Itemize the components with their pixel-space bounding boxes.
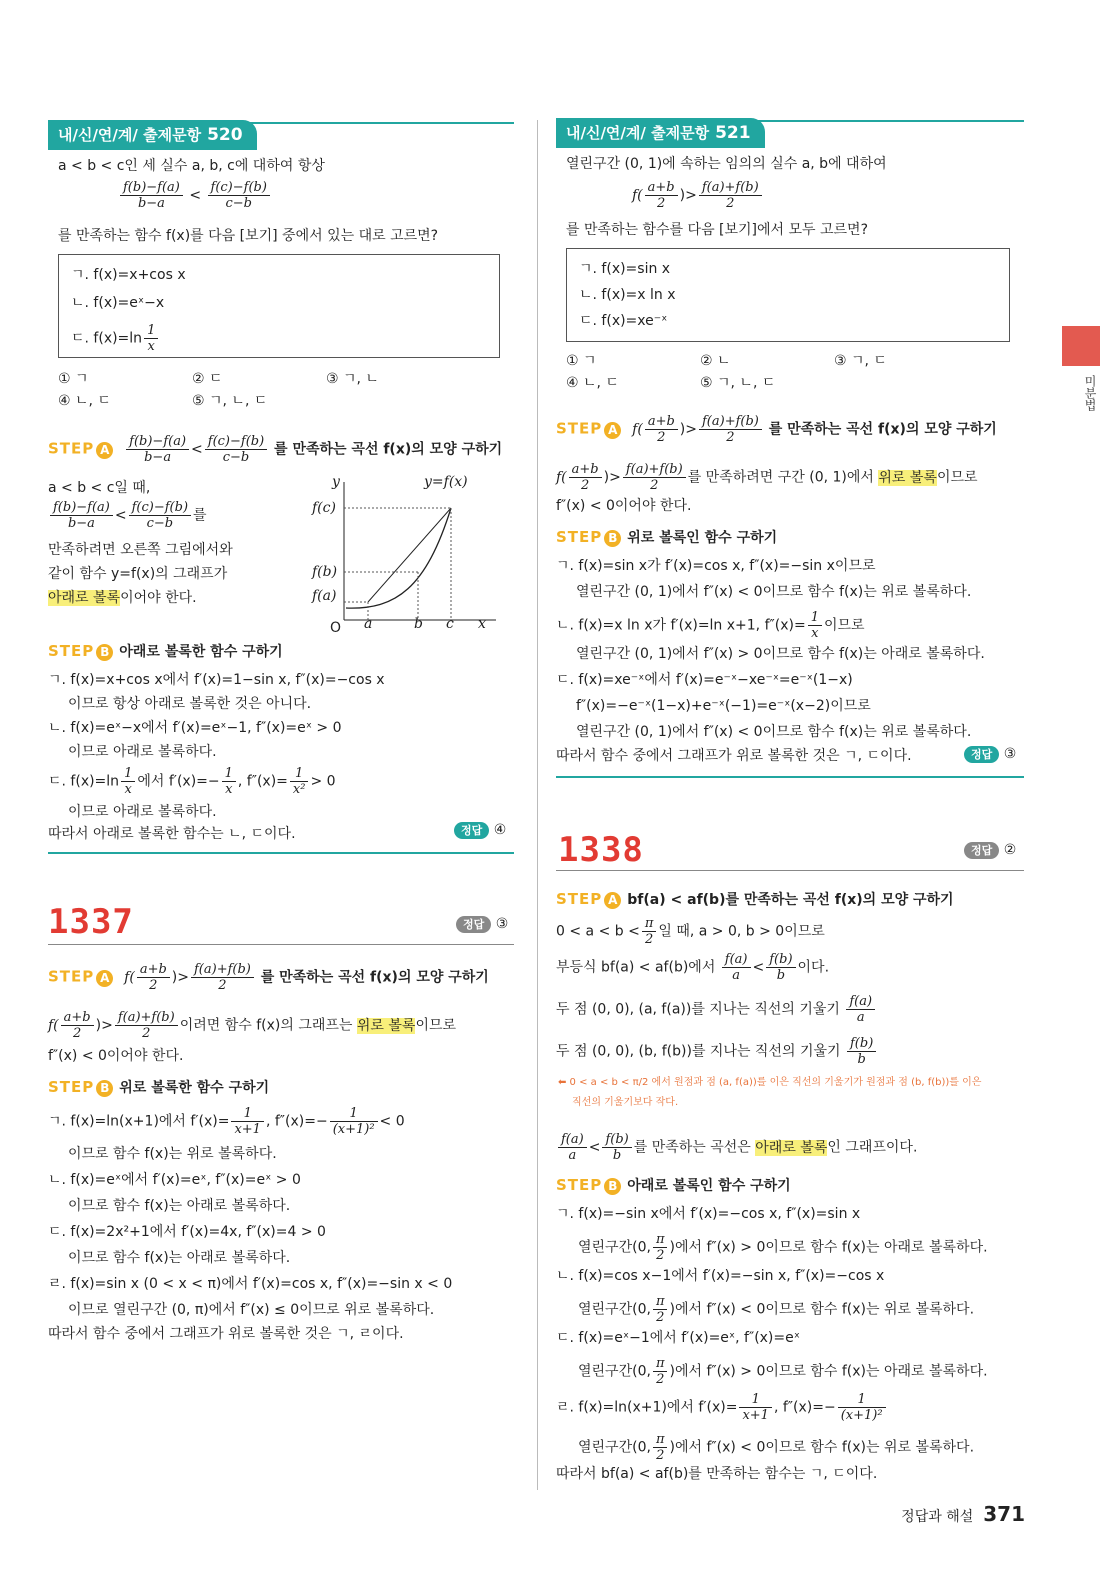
graph-fb-label: f(b)	[312, 564, 338, 580]
step-letter: B	[604, 1178, 621, 1195]
graph-b-label: b	[414, 616, 423, 632]
numerator: f(b)−f(a)	[50, 500, 113, 516]
answer-pill: 정답	[456, 916, 491, 933]
denominator: 2	[726, 430, 735, 445]
p1338-stepA	[556, 888, 954, 911]
q521-example-box	[566, 248, 1010, 342]
choice-3[interactable]: ③ ㄱ, ㄴ	[326, 371, 379, 387]
choice-1[interactable]: ① ㄱ	[58, 371, 89, 387]
text: 이어야 한다.	[120, 590, 197, 606]
numerator: π	[642, 916, 657, 932]
text: > 0	[310, 773, 336, 790]
step-title: 를 만족하는 곡선 f(x)의 모양 구하기	[768, 421, 997, 438]
denominator: b	[776, 968, 786, 983]
text: 열린구간	[578, 1301, 633, 1318]
text: 두 점 (0, 0), (b, f(b))를 지나는 직선의 기울기	[556, 1043, 841, 1060]
p1338-r2	[578, 1232, 988, 1263]
text: 열린구간	[578, 1363, 633, 1380]
denominator: x	[124, 782, 132, 797]
p1338-r3: ㄴ. f(x)=cos x−1에서 f′(x)=−sin x, f″(x)=−cos x	[556, 1268, 885, 1284]
p1338-l5	[556, 1132, 917, 1163]
sol520-p4: 같이 함수 y=f(x)의 그래프가	[48, 566, 228, 582]
denominator: c−b	[222, 450, 250, 465]
numerator: f(b)−f(a)	[120, 180, 183, 196]
p1338-note-line2: 직선의 기울기보다 작다.	[572, 1097, 679, 1108]
step-letter: A	[96, 442, 113, 459]
denominator: 2	[726, 196, 735, 211]
sol520-b2: 이므로 항상 아래로 볼록한 것은 아니다.	[68, 696, 312, 712]
sol521-l2: f″(x) < 0이어야 한다.	[556, 498, 692, 514]
numerator: f(a)+f(b)	[623, 462, 686, 478]
numerator: a+b	[569, 462, 602, 478]
sol520-b7: 따라서 아래로 볼록한 함수는 ㄴ, ㄷ이다.	[48, 826, 296, 842]
header-number: 521	[715, 123, 751, 143]
choice-2[interactable]: ② ㄷ	[192, 371, 223, 387]
problem-rule	[556, 870, 1024, 871]
q520-header	[48, 120, 257, 150]
chapter-tab-label: 미분법	[1083, 375, 1097, 411]
sol521-answer	[964, 746, 1016, 763]
operator: <	[114, 507, 127, 524]
text: 두 점 (0, 0), (a, f(a))를 지나는 직선의 기울기	[556, 1001, 840, 1018]
header-rule	[556, 120, 1024, 122]
p1337-r4: 이므로 함수 f(x)는 아래로 볼록하다.	[68, 1198, 291, 1214]
denominator: 2	[656, 1448, 665, 1463]
sol521-r2: 열린구간 (0, 1)에서 f″(x) < 0이므로 함수 f(x)는 위로 볼록하다.	[576, 584, 972, 600]
numerator: f(c)−f(b)	[205, 434, 267, 450]
text: 부등식 bf(a) < af(b)에서	[556, 959, 716, 976]
numerator: f(a)+f(b)	[191, 962, 254, 978]
text: 이다.	[797, 959, 830, 976]
numerator: 1	[330, 1106, 378, 1122]
p1337-l1	[48, 1010, 456, 1041]
denominator: (x+1)²	[332, 1122, 375, 1137]
denominator: c−b	[225, 196, 252, 211]
p1337-r6: 이므로 함수 f(x)는 아래로 볼록하다.	[68, 1250, 291, 1266]
numerator: 1	[222, 766, 236, 782]
p1338-r9: 따라서 bf(a) < af(b)를 만족하는 함수는 ㄱ, ㄷ이다.	[556, 1466, 878, 1482]
text: f(	[48, 1017, 59, 1034]
step-label: STEP	[48, 642, 95, 660]
choice-1[interactable]: ① ㄱ	[566, 353, 597, 369]
sol521-r6: f″(x)=−e⁻ˣ(1−x)+e⁻ˣ(−1)=e⁻ˣ(x−2)이므로	[576, 698, 871, 714]
p1338-l4	[556, 1036, 878, 1067]
text: , f″(x)=	[237, 773, 288, 790]
text: f(	[556, 469, 567, 486]
text: 이므로	[936, 469, 978, 486]
text: , f″(x)=−	[265, 1113, 328, 1130]
denominator: b−a	[67, 516, 95, 531]
step-label: STEP	[556, 1176, 603, 1194]
numerator: f(a)+f(b)	[699, 414, 762, 430]
step-label: STEP	[556, 890, 603, 908]
step-label: STEP	[48, 967, 95, 986]
numerator: f(a)	[722, 952, 751, 968]
numerator: a+b	[137, 962, 170, 978]
step-label: STEP	[48, 1078, 95, 1096]
text: < 0	[379, 1113, 405, 1130]
text: )	[669, 1239, 675, 1256]
denominator: 2	[657, 430, 666, 445]
operator: >	[685, 421, 697, 438]
graph-curve-label: y=f(x)	[424, 474, 468, 490]
text: )	[669, 1301, 675, 1318]
numerator: f(c)−f(b)	[208, 180, 270, 196]
q521-header	[556, 118, 765, 148]
text: (0,	[632, 1363, 651, 1380]
numerator: 1	[121, 766, 135, 782]
numerator: π	[653, 1432, 668, 1448]
text: 를	[193, 507, 207, 524]
denominator: (x+1)²	[840, 1408, 883, 1423]
graph-origin-label: O	[330, 620, 342, 636]
p1338-l2	[556, 952, 829, 983]
example-item: ㄷ. f(x)=xe⁻ˣ	[579, 313, 668, 329]
text: )	[603, 469, 610, 486]
text: f(	[124, 969, 135, 986]
numerator: f(c)−f(b)	[129, 500, 191, 516]
step-title: 를 만족하는 곡선 f(x)의 모양 구하기	[260, 969, 489, 986]
denominator: a	[568, 1148, 577, 1163]
sol520-p2	[48, 500, 207, 531]
denominator: 2	[142, 1026, 151, 1041]
denominator: 2	[656, 1310, 665, 1325]
sol520-p1: a < b < c일 때,	[48, 480, 151, 496]
denominator: x+1	[742, 1408, 769, 1423]
text: f(	[632, 187, 643, 204]
denominator: c−b	[146, 516, 174, 531]
graph-fa-label: f(a)	[312, 588, 337, 604]
numerator: f(b)−f(a)	[126, 434, 189, 450]
denominator: 2	[149, 978, 158, 993]
p1338-r5: ㄷ. f(x)=eˣ−1에서 f′(x)=eˣ, f″(x)=eˣ	[556, 1330, 800, 1346]
choice-5[interactable]: ⑤ ㄱ, ㄴ, ㄷ	[192, 393, 268, 409]
numerator: 1	[808, 610, 822, 626]
numerator: f(a)+f(b)	[115, 1010, 178, 1026]
text: 에서 f″(x) < 0이므로 함수 f(x)는 위로 볼록하다.	[674, 1301, 975, 1318]
curve	[346, 508, 451, 608]
p1338-note-line1: ⬅ 0 < a < b < π/2 에서 원점과 점 (a, f(a))를 이은 직선의 기울기가 원점과 점 (b, f(b))를 이은	[558, 1077, 982, 1088]
numerator: π	[653, 1294, 668, 1310]
page-footer	[901, 1502, 1025, 1526]
text: (0,	[632, 1301, 651, 1318]
q520-inequality	[118, 180, 272, 211]
q520-line2: 를 만족하는 함수 f(x)를 다음 [보기] 중에서 있는 대로 고르면?	[58, 228, 439, 244]
choice-5[interactable]: ⑤ ㄱ, ㄴ, ㄷ	[700, 375, 776, 391]
text: )	[95, 1017, 102, 1034]
graph-y-label: y	[332, 474, 340, 490]
problem-number-1337: 1337	[48, 902, 134, 942]
example-item: ㄴ. f(x)=eˣ−x	[71, 295, 165, 311]
p1338-answer	[964, 842, 1016, 859]
answer-value: ④	[493, 822, 507, 838]
step-title: 아래로 볼록한 함수 구하기	[119, 644, 283, 660]
text: ㄷ. f(x)=ln	[48, 773, 120, 790]
operator: >	[609, 469, 621, 486]
p1338-l3	[556, 994, 877, 1025]
example-item: ㄴ. f(x)=x ln x	[579, 287, 676, 303]
text: ㄴ. f(x)=x ln x가 f′(x)=ln x+1, f″(x)=	[556, 617, 806, 634]
numerator: f(b)	[602, 1132, 631, 1148]
operator: >	[101, 1017, 113, 1034]
denominator: a	[732, 968, 741, 983]
denominator: x	[225, 782, 233, 797]
p1337-r1	[48, 1106, 405, 1137]
step-letter: B	[96, 644, 113, 661]
text: 이므로	[823, 617, 865, 634]
text: 를 만족하는 곡선은	[633, 1139, 756, 1156]
problem-rule	[48, 944, 514, 945]
q521-line1: 열린구간 (0, 1)에 속하는 임의의 실수 a, b에 대하여	[566, 156, 887, 172]
p1338-r6	[578, 1356, 988, 1387]
numerator: 1	[144, 323, 158, 339]
sol520-b4: 이므로 아래로 볼록하다.	[68, 744, 217, 760]
chapter-tab	[1062, 326, 1100, 366]
text: 일 때, a > 0, b > 0이므로	[658, 923, 825, 940]
q520-line1: a < b < c인 세 실수 a, b, c에 대하여 항상	[58, 158, 325, 174]
text: 이므로	[415, 1017, 457, 1034]
denominator: x	[811, 626, 819, 641]
example-item	[71, 323, 160, 354]
answer-value: ②	[1003, 842, 1017, 858]
sol520-stepB	[48, 640, 283, 663]
step-letter: B	[96, 1080, 113, 1097]
numerator: a+b	[645, 414, 678, 430]
denominator: x	[147, 339, 155, 354]
answer-pill: 정답	[454, 822, 489, 839]
sol521-r4: 열린구간 (0, 1)에서 f″(x) > 0이므로 함수 f(x)는 아래로 볼록하다.	[576, 646, 985, 662]
numerator: π	[653, 1232, 668, 1248]
graph-c-label: c	[446, 616, 454, 632]
column-divider	[537, 120, 538, 1490]
example-item: ㄱ. f(x)=x+cos x	[71, 267, 186, 283]
sol520-b5	[48, 766, 336, 797]
numerator: a+b	[645, 180, 678, 196]
step-letter: A	[604, 422, 621, 439]
sol520-b6: 이므로 아래로 볼록하다.	[68, 804, 217, 820]
p1337-r5: ㄷ. f(x)=2x²+1에서 f′(x)=4x, f″(x)=4 > 0	[48, 1224, 326, 1240]
text: (0,	[632, 1439, 651, 1456]
text: (0,	[632, 1239, 651, 1256]
step-letter: A	[96, 970, 113, 987]
sol520-stepA	[48, 434, 502, 465]
sol521-stepB	[556, 526, 777, 549]
numerator: 1	[838, 1392, 886, 1408]
denominator: 2	[657, 196, 666, 211]
text: )	[679, 187, 686, 204]
p1338-l1	[556, 916, 825, 947]
text: f(	[632, 421, 643, 438]
q520-example-box	[58, 254, 500, 358]
sol521-r7: 열린구간 (0, 1)에서 f″(x) < 0이므로 함수 f(x)는 위로 볼록하다.	[576, 724, 972, 740]
text: 이려면 함수 f(x)의 그래프는	[179, 1017, 357, 1034]
sol521-r5: ㄷ. f(x)=xe⁻ˣ에서 f′(x)=e⁻ˣ−xe⁻ˣ=e⁻ˣ(1−x)	[556, 672, 853, 688]
convex-function-graph	[306, 470, 502, 636]
denominator: b−a	[144, 450, 172, 465]
example-item: ㄱ. f(x)=sin x	[579, 261, 671, 277]
header-prefix: 내/신/연/계/ 출제문항	[566, 124, 710, 142]
section-separator	[48, 852, 514, 854]
text: 에서 f″(x) > 0이므로 함수 f(x)는 아래로 볼록하다.	[674, 1363, 988, 1380]
answer-pill: 정답	[964, 842, 999, 859]
step-label: STEP	[48, 439, 95, 458]
sol521-l1	[556, 462, 978, 493]
sol520-p5	[48, 588, 197, 608]
text: )	[669, 1439, 675, 1456]
denominator: 2	[644, 932, 654, 947]
numerator: 1	[739, 1392, 772, 1408]
header-rule	[48, 122, 514, 124]
sol520-p3: 만족하려면 오른쪽 그림에서와	[48, 542, 233, 558]
operator: <	[588, 1139, 601, 1156]
choice-4[interactable]: ④ ㄴ, ㄷ	[566, 375, 619, 391]
text: ㄹ. f(x)=ln(x+1)에서 f′(x)=	[556, 1399, 738, 1416]
p1338-stepB	[556, 1174, 791, 1197]
sol521-r1: ㄱ. f(x)=sin x가 f′(x)=cos x, f″(x)=−sin x이므로	[556, 558, 876, 574]
p1338-r8	[578, 1432, 974, 1463]
section-separator	[556, 776, 1024, 778]
p1338-r4	[578, 1294, 974, 1325]
denominator: 2	[656, 1248, 665, 1263]
numerator: 1	[231, 1106, 264, 1122]
denominator: a	[856, 1010, 865, 1025]
step-label: STEP	[556, 419, 603, 438]
p1337-r3: ㄴ. f(x)=eˣ에서 f′(x)=eˣ, f″(x)=eˣ > 0	[48, 1172, 301, 1188]
answer-value: ③	[1003, 746, 1017, 762]
sol521-r3	[556, 610, 865, 641]
denominator: 2	[656, 1372, 665, 1387]
graph-a-label: a	[364, 616, 373, 632]
p1337-l2: f″(x) < 0이어야 한다.	[48, 1048, 184, 1064]
numerator: f(a)	[558, 1132, 587, 1148]
text: 0 < a < b <	[556, 923, 640, 940]
numerator: f(b)	[847, 1036, 876, 1052]
answer-pill: 정답	[964, 746, 999, 763]
step-title: 를 만족하는 곡선 f(x)의 모양 구하기	[274, 441, 503, 458]
text: 에서 f′(x)=−	[137, 773, 220, 790]
highlight: 위로 볼록	[356, 1017, 416, 1034]
graph-x-label: x	[478, 616, 486, 632]
q521-inequality	[632, 180, 764, 211]
step-letter: A	[604, 892, 621, 909]
step-title: bf(a) < af(b)를 만족하는 곡선 f(x)의 모양 구하기	[627, 892, 954, 908]
p1338-r7	[556, 1392, 888, 1423]
step-title: 아래로 볼록인 함수 구하기	[627, 1178, 791, 1194]
text: 열린구간	[578, 1439, 633, 1456]
q521-line2: 를 만족하는 함수를 다음 [보기]에서 모두 고르면?	[566, 222, 869, 238]
operator: <	[752, 959, 765, 976]
text: 열린구간	[578, 1239, 633, 1256]
sol520-b1: ㄱ. f(x)=x+cos x에서 f′(x)=1−sin x, f″(x)=−cos x	[48, 672, 385, 688]
step-title: 위로 볼록한 함수 구하기	[119, 1080, 270, 1096]
denominator: b	[612, 1148, 622, 1163]
denominator: b	[857, 1052, 866, 1067]
graph-fc-label: f(c)	[312, 500, 336, 516]
step-title: 위로 볼록인 함수 구하기	[627, 530, 778, 546]
example-item-text: ㄷ. f(x)=ln	[71, 330, 143, 347]
text: 인 그래프이다.	[827, 1139, 918, 1156]
denominator: x+1	[234, 1122, 261, 1137]
numerator: f(a)+f(b)	[699, 180, 762, 196]
text: ㄱ. f(x)=ln(x+1)에서 f′(x)=	[48, 1113, 230, 1130]
text: )	[171, 969, 178, 986]
text: 에서 f″(x) > 0이므로 함수 f(x)는 아래로 볼록하다.	[674, 1239, 988, 1256]
numerator: f(a)	[846, 994, 875, 1010]
operator: <	[189, 187, 202, 204]
step-label: STEP	[556, 528, 603, 546]
choice-4[interactable]: ④ ㄴ, ㄷ	[58, 393, 111, 409]
highlight: 위로 볼록	[878, 469, 937, 486]
page-number: 371	[983, 1502, 1025, 1526]
step-letter: B	[604, 530, 621, 547]
denominator: x²	[292, 782, 306, 797]
denominator: 2	[581, 478, 590, 493]
sol520-answer	[454, 822, 506, 839]
numerator: 1	[290, 766, 309, 782]
operator: >	[177, 969, 189, 986]
p1337-answer	[456, 916, 508, 933]
problem-number-1338: 1338	[558, 830, 644, 870]
p1337-stepA	[48, 962, 489, 993]
p1337-r2: 이므로 함수 f(x)는 위로 볼록하다.	[68, 1146, 277, 1162]
p1337-r9: 따라서 함수 중에서 그래프가 위로 볼록한 것은 ㄱ, ㄹ이다.	[48, 1326, 404, 1342]
footer-label: 정답과 해설	[901, 1509, 974, 1525]
sol520-b3: ㄴ. f(x)=eˣ−x에서 f′(x)=eˣ−1, f″(x)=eˣ > 0	[48, 720, 342, 736]
p1337-stepB	[48, 1076, 269, 1099]
numerator: π	[653, 1356, 668, 1372]
operator: <	[191, 441, 203, 458]
denominator: 2	[650, 478, 659, 493]
text: 에서 f″(x) < 0이므로 함수 f(x)는 위로 볼록하다.	[674, 1439, 975, 1456]
p1338-r1: ㄱ. f(x)=−sin x에서 f′(x)=−cos x, f″(x)=sin x	[556, 1206, 861, 1222]
text: , f″(x)=−	[773, 1399, 836, 1416]
numerator: a+b	[61, 1010, 94, 1026]
denominator: 2	[73, 1026, 82, 1041]
operator: >	[685, 187, 697, 204]
header-prefix: 내/신/연/계/ 출제문항	[58, 126, 202, 144]
numerator: f(b)	[766, 952, 795, 968]
text: )	[669, 1363, 675, 1380]
header-number: 520	[207, 125, 243, 145]
denominator: 2	[218, 978, 227, 993]
denominator: b−a	[137, 196, 165, 211]
choice-2[interactable]: ② ㄴ	[700, 353, 731, 369]
highlight: 아래로 볼록	[755, 1139, 828, 1156]
sol521-r8: 따라서 함수 중에서 그래프가 위로 볼록한 것은 ㄱ, ㄷ이다.	[556, 748, 912, 764]
p1337-r8: 이므로 열린구간 (0, π)에서 f″(x) ≤ 0이므로 위로 볼록하다.	[68, 1302, 435, 1318]
highlight: 아래로 볼록	[48, 590, 121, 606]
answer-value: ③	[495, 916, 509, 932]
text: )	[679, 421, 686, 438]
text: 를 만족하려면 구간 (0, 1)에서	[687, 469, 879, 486]
choice-3[interactable]: ③ ㄱ, ㄷ	[834, 353, 887, 369]
p1337-r7: ㄹ. f(x)=sin x (0 < x < π)에서 f′(x)=cos x, f″(x)=−sin x < 0	[48, 1276, 453, 1292]
sol521-stepA	[556, 414, 997, 445]
